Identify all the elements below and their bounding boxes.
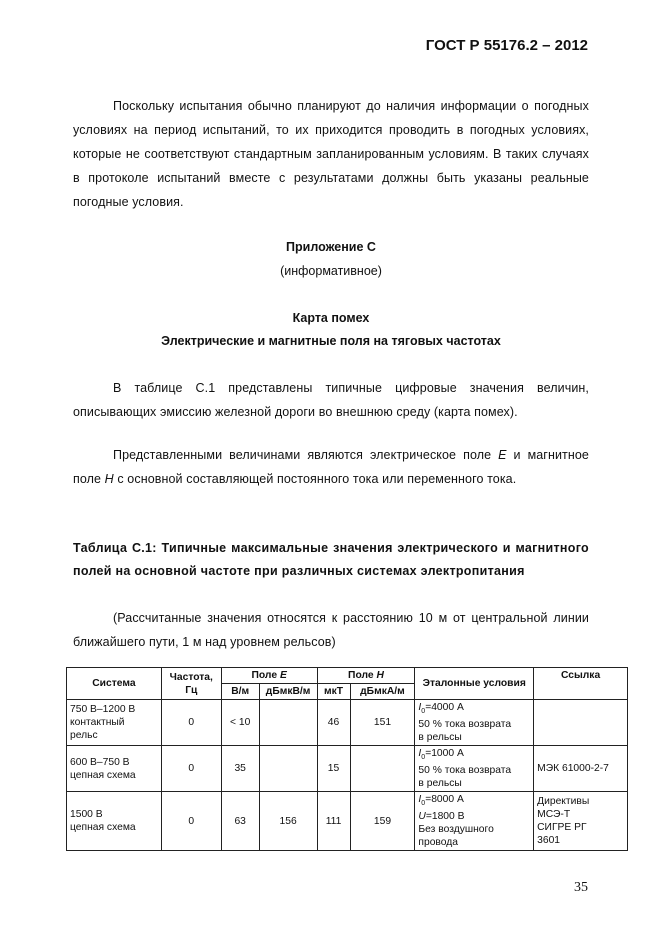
cell-e-v-per-m: < 10	[221, 700, 259, 746]
condition-text: в рельсы	[418, 778, 462, 790]
table-header-row	[67, 668, 628, 684]
condition-symbol: U	[418, 811, 426, 823]
cell-reference-conditions	[415, 746, 534, 792]
condition-text: в рельсы	[418, 732, 462, 744]
condition-text: 50 % тока возврата	[418, 719, 512, 731]
condition-text: Без воздушного	[418, 824, 494, 836]
cell-frequency: 0	[161, 746, 221, 792]
system-line: цепная схема	[70, 822, 136, 834]
reference-line: 3601	[537, 835, 561, 847]
cell-h-dbmka-per-m: 151	[350, 700, 415, 746]
header-field-h-symbol: H	[376, 670, 384, 681]
table-row	[67, 792, 628, 851]
condition-line	[418, 701, 530, 718]
system-line: контактный	[70, 717, 125, 729]
table-row	[67, 700, 628, 746]
condition-text: =1800 В	[425, 811, 465, 823]
table-note: (Рассчитанные значения относятся к расстоянию 10 м от центральной линии ближайшего пути, 1 м над уровнем рельсов)	[73, 611, 589, 649]
cell-reference-conditions	[415, 792, 534, 851]
table-row	[67, 746, 628, 792]
condition-subscript: 0	[421, 754, 426, 762]
cell-reference	[534, 746, 628, 792]
cell-reference	[534, 792, 628, 851]
condition-symbol: I	[418, 748, 422, 760]
cell-system	[67, 700, 162, 746]
table-intro-paragraph: В таблице С.1 представлены типичные цифровые значения величин, описывающих эмиссию железной дороги во внешнюю среду (карта помех).	[73, 381, 589, 419]
header-field-e-symbol: E	[279, 670, 287, 681]
cell-h-mkt: 46	[317, 700, 350, 746]
cell-e-dbmkv-per-m: 156	[259, 792, 317, 851]
cell-h-mkt: 15	[317, 746, 350, 792]
condition-text: =4000 А	[425, 702, 464, 713]
cell-frequency: 0	[161, 700, 221, 746]
condition-subscript: 0	[421, 708, 426, 716]
system-line: 600 В–750 В	[70, 756, 130, 768]
system-line: 750 В–1200 В	[70, 704, 136, 716]
reference-line: Директивы	[537, 796, 590, 808]
cell-h-mkt: 111	[317, 792, 350, 851]
header-field-h-prefix: Поле	[348, 670, 377, 681]
quantities-paragraph	[73, 443, 589, 491]
table-title: Таблица С.1: Типичные максимальные значения электрического и магнитного полей на основной частоте при различных системах электропитания	[73, 541, 589, 578]
condition-text: =8000 А	[425, 794, 464, 806]
condition-line	[418, 718, 530, 731]
condition-line	[418, 777, 530, 790]
cell-system	[67, 792, 162, 851]
header-system: Система	[67, 668, 162, 700]
header-field-e-prefix: Поле	[251, 670, 280, 681]
page-number: 35	[574, 880, 588, 895]
header-reference-conditions: Эталонные условия	[415, 668, 534, 700]
cell-h-dbmka-per-m: 159	[350, 792, 415, 851]
reference-line: МЭК 61000-2-7	[537, 763, 609, 775]
cell-system	[67, 746, 162, 792]
header-reference: Ссылка	[534, 668, 628, 700]
system-line: цепная схема	[70, 769, 136, 781]
reference-line: СИГРЕ РГ	[537, 822, 587, 834]
intro-paragraph: Поскольку испытания обычно планируют до наличия информации о погодных условиях на период испытаний, то их приходится проводить в погодных условиях, которые не соответствуют стандартным запланированным условиям. В таких случаях в протоколе испытаний вместе с результатами должны быть указаны реальные погодные условия.	[73, 99, 589, 209]
document-standard-header: ГОСТ Р 55176.2 – 2012	[425, 37, 588, 54]
condition-line	[418, 810, 530, 823]
system-line: 1500 В	[70, 809, 103, 821]
condition-symbol: I	[418, 794, 422, 806]
header-field-e	[221, 668, 317, 684]
appendix-heading-map: Карта помех	[292, 311, 370, 325]
quantities-text-part2: и магнитное поле	[73, 448, 589, 486]
condition-text: провода	[418, 837, 459, 849]
condition-symbol: I	[418, 702, 422, 713]
h-field-symbol: H	[104, 472, 114, 486]
appendix-subtitle: (информативное)	[280, 264, 382, 278]
condition-text: 50 % тока возврата	[418, 765, 512, 777]
condition-line	[418, 836, 530, 849]
cell-e-v-per-m: 35	[221, 746, 259, 792]
header-unit-dbmkv-m: дБмкВ/м	[259, 684, 317, 700]
cell-h-dbmka-per-m	[350, 746, 415, 792]
condition-line	[418, 764, 530, 777]
cell-reference	[534, 700, 628, 746]
header-frequency: Частота, Гц	[161, 668, 221, 700]
cell-frequency: 0	[161, 792, 221, 851]
cell-e-dbmkv-per-m	[259, 700, 317, 746]
header-unit-v-m: В/м	[221, 684, 259, 700]
header-field-h	[317, 668, 415, 684]
condition-line	[418, 747, 530, 764]
header-unit-dbmka-m: дБмкА/м	[350, 684, 415, 700]
cell-reference-conditions	[415, 700, 534, 746]
emission-table	[66, 667, 628, 851]
reference-line: МСЭ-Т	[537, 809, 571, 821]
quantities-text-part3: с основной составляющей постоянного тока или переменного тока.	[113, 472, 517, 486]
system-line: рельс	[70, 730, 98, 742]
condition-text: =1000 А	[425, 748, 464, 760]
header-unit-mkt: мкТ	[317, 684, 350, 700]
condition-line	[418, 823, 530, 836]
condition-line	[418, 793, 530, 810]
e-field-symbol: E	[498, 448, 507, 462]
cell-e-dbmkv-per-m	[259, 746, 317, 792]
condition-subscript: 0	[421, 800, 426, 808]
appendix-title: Приложение С	[286, 240, 376, 254]
appendix-heading-fields: Электрические и магнитные поля на тяговых частотах	[161, 334, 501, 348]
condition-line	[418, 731, 530, 744]
quantities-text-part1: Представленными величинами являются электрическое поле	[113, 448, 499, 462]
cell-e-v-per-m: 63	[221, 792, 259, 851]
table-body	[67, 700, 628, 851]
